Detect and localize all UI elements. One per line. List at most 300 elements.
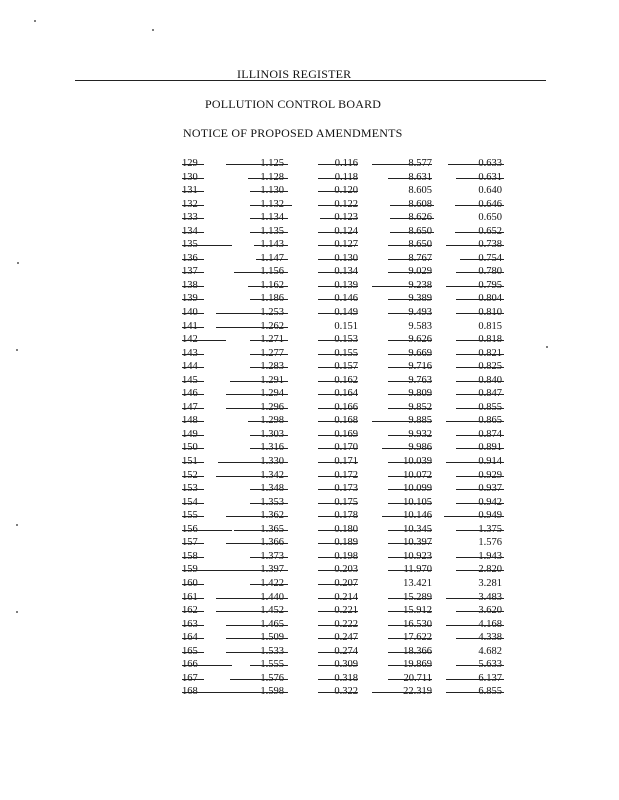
table-cell: 9.986 (408, 442, 432, 454)
strikethrough-line (456, 367, 504, 368)
table-cell: 162 (182, 605, 198, 617)
table-cell: 0.172 (334, 469, 358, 481)
strikethrough-line (456, 354, 504, 355)
strikethrough-line (250, 435, 288, 436)
table-cell: 168 (182, 686, 198, 698)
table-cell: 161 (182, 591, 198, 603)
table-cell: 3.483 (478, 591, 502, 603)
strikethrough-line (456, 530, 504, 531)
strikethrough-line (182, 503, 204, 504)
table-cell: 160 (182, 577, 198, 589)
table-cell: 137 (182, 266, 198, 278)
table-row (0, 428, 619, 442)
strikethrough-line (446, 245, 504, 246)
table-cell: 0.322 (334, 686, 358, 698)
table-cell: 0.139 (334, 279, 358, 291)
table-cell: 19.869 (403, 659, 432, 671)
table-cell: 0.631 (478, 171, 502, 183)
table-cell: 131 (182, 185, 198, 197)
strikethrough-line (388, 408, 432, 409)
strikethrough-line (318, 259, 358, 260)
strikethrough-line (318, 272, 358, 273)
table-cell: 0.891 (478, 442, 502, 454)
strikethrough-line (390, 218, 434, 219)
table-cell: 1.125 (260, 158, 284, 169)
table-cell: 9.583 (408, 320, 432, 332)
strikethrough-line (388, 381, 432, 382)
table-cell: 4.682 (478, 645, 502, 657)
table-cell: 0.929 (478, 469, 502, 481)
strikethrough-line (456, 313, 504, 314)
table-cell: 1.452 (260, 605, 284, 617)
strikethrough-line (248, 178, 288, 179)
table-cell: 1.365 (260, 523, 284, 535)
strikethrough-line (318, 340, 358, 341)
strikethrough-line (372, 692, 432, 693)
table-cell: 0.640 (478, 185, 502, 197)
table-cell: 1.366 (260, 537, 284, 549)
table-cell: 0.221 (334, 605, 358, 617)
table-cell: 5.633 (478, 659, 502, 671)
table-cell: 0.149 (334, 307, 358, 319)
table-row (0, 591, 619, 605)
table-cell: 0.214 (334, 591, 358, 603)
strikethrough-line (250, 503, 288, 504)
strikethrough-line (455, 205, 504, 206)
table-cell: 6.137 (478, 672, 502, 684)
strikethrough-line (226, 408, 288, 409)
strikethrough-line (230, 381, 288, 382)
table-cell: 0.118 (334, 171, 358, 183)
table-cell: 132 (182, 198, 198, 210)
strikethrough-line (388, 394, 432, 395)
strikethrough-line (446, 286, 504, 287)
table-row (0, 496, 619, 510)
strikethrough-line (182, 259, 204, 260)
table-cell: 1.373 (260, 550, 284, 562)
table-cell: 11.970 (403, 564, 432, 576)
strikethrough-line (216, 598, 288, 599)
strikethrough-line (446, 692, 504, 693)
table-cell: 140 (182, 307, 198, 319)
strikethrough-line (182, 394, 204, 395)
table-cell: 165 (182, 645, 198, 657)
strikethrough-line (318, 299, 358, 300)
table-cell: 10.397 (403, 537, 432, 549)
table-cell: 148 (182, 415, 198, 427)
table-cell: 1.342 (260, 469, 284, 481)
table-row (0, 658, 619, 672)
table-cell: 9.763 (408, 374, 432, 386)
table-cell: 0.173 (334, 483, 358, 495)
strikethrough-line (448, 164, 504, 165)
strikethrough-line (318, 665, 358, 666)
strikethrough-line (202, 692, 288, 693)
strikethrough-line (456, 557, 504, 558)
table-cell: 141 (182, 320, 198, 332)
table-cell: 10.345 (403, 523, 432, 535)
strikethrough-line (456, 299, 504, 300)
scan-speck (546, 346, 548, 348)
table-cell: 0.127 (334, 239, 358, 251)
table-cell: 1.147 (260, 252, 284, 264)
strikethrough-line (318, 611, 358, 612)
table-cell: 0.780 (478, 266, 502, 278)
table-cell: 1.303 (260, 428, 284, 440)
strikethrough-line (250, 367, 288, 368)
strikethrough-line (182, 598, 204, 599)
table-cell: 153 (182, 483, 198, 495)
strikethrough-line (182, 476, 204, 477)
table-cell: 2.820 (478, 564, 502, 576)
table-row (0, 360, 619, 374)
strikethrough-line (182, 178, 204, 179)
strikethrough-line (318, 164, 358, 165)
strikethrough-line (182, 625, 204, 626)
strikethrough-line (388, 652, 432, 653)
table-cell: 1.186 (260, 293, 284, 305)
table-cell: 0.818 (478, 334, 502, 346)
table-cell: 9.716 (408, 361, 432, 373)
table-cell: 0.309 (334, 659, 358, 671)
table-cell: 1.348 (260, 483, 284, 495)
table-row (0, 157, 619, 171)
table-row (0, 563, 619, 577)
strikethrough-line (318, 462, 358, 463)
table-row (0, 265, 619, 279)
table-cell: 20.711 (403, 672, 432, 684)
table-cell: 1.271 (260, 334, 284, 346)
table-cell: 0.157 (334, 361, 358, 373)
strikethrough-line (226, 625, 288, 626)
strikethrough-line (250, 354, 288, 355)
table-cell: 10.146 (403, 510, 432, 522)
strikethrough-line (456, 381, 504, 382)
table-cell: 1.598 (260, 686, 284, 698)
strikethrough-line (388, 367, 432, 368)
table-cell: 166 (182, 659, 198, 671)
strikethrough-line (216, 476, 288, 477)
table-cell: 10.072 (403, 469, 432, 481)
table-cell: 3.620 (478, 605, 502, 617)
table-cell: 163 (182, 618, 198, 630)
table-row (0, 414, 619, 428)
table-cell: 8.631 (408, 171, 432, 183)
table-cell: 1.362 (260, 510, 284, 522)
strikethrough-line (388, 299, 432, 300)
table-cell: 0.162 (334, 374, 358, 386)
table-cell: 10.105 (403, 496, 432, 508)
table-cell: 0.821 (478, 347, 502, 359)
strikethrough-line (456, 489, 504, 490)
strikethrough-line (372, 286, 432, 287)
strikethrough-line (226, 164, 288, 165)
strikethrough-line (182, 679, 204, 680)
strikethrough-line (234, 272, 288, 273)
scan-speck (152, 29, 154, 31)
table-cell: 0.146 (334, 293, 358, 305)
strikethrough-line (254, 245, 288, 246)
table-cell: 142 (182, 334, 198, 346)
table-cell: 1.143 (260, 239, 284, 251)
strikethrough-line (226, 638, 288, 639)
table-cell: 0.168 (334, 415, 358, 427)
table-cell: 0.840 (478, 374, 502, 386)
strikethrough-line (446, 625, 504, 626)
table-cell: 1.298 (260, 415, 284, 427)
strikethrough-line (226, 516, 288, 517)
strikethrough-line (456, 178, 504, 179)
table-cell: 149 (182, 428, 198, 440)
table-row (0, 279, 619, 293)
table-cell: 0.942 (478, 496, 502, 508)
strikethrough-line (182, 448, 204, 449)
strikethrough-line (318, 394, 358, 395)
strikethrough-line (256, 259, 288, 260)
table-cell: 0.175 (334, 496, 358, 508)
table-cell: 0.914 (478, 456, 502, 468)
strikethrough-line (250, 557, 288, 558)
strikethrough-line (388, 313, 432, 314)
table-cell: 1.262 (260, 320, 284, 332)
table-cell: 15.289 (403, 591, 432, 603)
table-cell: 17.622 (403, 632, 432, 644)
table-cell: 8.605 (408, 185, 432, 197)
strikethrough-line (182, 340, 226, 341)
scan-speck (34, 20, 36, 22)
scan-speck (17, 262, 19, 264)
strikethrough-line (250, 448, 288, 449)
table-cell: 1.576 (260, 672, 284, 684)
table-row (0, 333, 619, 347)
table-cell: 158 (182, 550, 198, 562)
strikethrough-line (182, 638, 204, 639)
strikethrough-line (182, 313, 204, 314)
table-cell: 147 (182, 401, 198, 413)
table-cell: 9.626 (408, 334, 432, 346)
strikethrough-line (250, 205, 292, 206)
table-cell: 10.923 (403, 550, 432, 562)
table-cell: 4.338 (478, 632, 502, 644)
strikethrough-line (446, 462, 504, 463)
strikethrough-line (318, 286, 358, 287)
table-row (0, 482, 619, 496)
table-cell: 0.633 (478, 158, 502, 169)
table-row (0, 645, 619, 659)
strikethrough-line (250, 191, 288, 192)
table-cell: 1.128 (260, 171, 284, 183)
table-cell: 0.180 (334, 523, 358, 535)
table-cell: 1.132 (260, 198, 284, 210)
table-cell: 9.493 (408, 307, 432, 319)
scan-speck (16, 611, 18, 613)
table-cell: 1.291 (260, 374, 284, 386)
table-cell: 0.153 (334, 334, 358, 346)
strikethrough-line (182, 354, 204, 355)
table-cell: 16.530 (403, 618, 432, 630)
strikethrough-line (455, 232, 504, 233)
table-cell: 1.330 (260, 456, 284, 468)
strikethrough-line (250, 232, 288, 233)
table-cell: 0.166 (334, 401, 358, 413)
strikethrough-line (388, 340, 432, 341)
table-row (0, 347, 619, 361)
table-cell: 0.198 (334, 550, 358, 562)
table-cell: 152 (182, 469, 198, 481)
strikethrough-line (182, 530, 232, 531)
table-cell: 0.937 (478, 483, 502, 495)
register-title: ILLINOIS REGISTER (237, 67, 352, 81)
strikethrough-line (456, 272, 504, 273)
table-cell: 0.130 (334, 252, 358, 264)
table-cell: 1.465 (260, 618, 284, 630)
strikethrough-line (446, 598, 504, 599)
table-cell: 0.122 (334, 198, 358, 210)
table-row (0, 469, 619, 483)
table-cell: 154 (182, 496, 198, 508)
table-cell: 0.155 (334, 347, 358, 359)
strikethrough-line (372, 421, 432, 422)
table-cell: 1.296 (260, 401, 284, 413)
strikethrough-line (182, 164, 204, 165)
strikethrough-line (182, 584, 204, 585)
table-cell: 0.754 (478, 252, 502, 264)
table-cell: 0.116 (334, 158, 358, 169)
strikethrough-line (318, 313, 358, 314)
table-cell: 8.767 (408, 252, 432, 264)
table-row (0, 550, 619, 564)
strikethrough-line (182, 462, 204, 463)
strikethrough-line (318, 570, 358, 571)
table-row (0, 441, 619, 455)
table-row (0, 171, 619, 185)
strikethrough-line (318, 205, 358, 206)
table-row (0, 306, 619, 320)
strikethrough-line (388, 435, 432, 436)
strikethrough-line (318, 584, 358, 585)
strikethrough-line (250, 489, 288, 490)
strikethrough-line (318, 435, 358, 436)
strikethrough-line (250, 340, 288, 341)
strikethrough-line (388, 625, 432, 626)
table-row (0, 685, 619, 699)
table-cell: 146 (182, 388, 198, 400)
table-cell: 0.795 (478, 279, 502, 291)
table-cell: 9.669 (408, 347, 432, 359)
strikethrough-line (372, 164, 432, 165)
notice-title: NOTICE OF PROPOSED AMENDMENTS (183, 126, 403, 140)
strikethrough-line (456, 665, 504, 666)
table-cell: 1.162 (260, 279, 284, 291)
table-cell: 0.652 (478, 225, 502, 237)
table-cell: 9.852 (408, 401, 432, 413)
table-cell: 0.646 (478, 198, 502, 210)
table-cell: 167 (182, 672, 198, 684)
strikethrough-line (456, 435, 504, 436)
strikethrough-line (254, 570, 288, 571)
table-cell: 150 (182, 442, 198, 454)
strikethrough-line (182, 367, 204, 368)
strikethrough-line (444, 516, 504, 517)
table-row (0, 292, 619, 306)
table-cell: 18.366 (403, 645, 432, 657)
strikethrough-line (250, 665, 288, 666)
table-cell: 129 (182, 158, 198, 169)
strikethrough-line (226, 543, 288, 544)
table-cell: 1.375 (478, 523, 502, 535)
strikethrough-line (388, 462, 432, 463)
table-cell: 138 (182, 279, 198, 291)
strikethrough-line (216, 313, 288, 314)
table-row (0, 225, 619, 239)
table-cell: 0.874 (478, 428, 502, 440)
strikethrough-line (250, 299, 288, 300)
strikethrough-line (388, 530, 432, 531)
table-cell: 1.533 (260, 645, 284, 657)
table-row (0, 509, 619, 523)
table-cell: 0.247 (334, 632, 358, 644)
table-cell: 1.253 (260, 307, 284, 319)
strikethrough-line (318, 625, 358, 626)
table-cell: 0.855 (478, 401, 502, 413)
table-cell: 9.885 (408, 415, 432, 427)
strikethrough-line (182, 232, 204, 233)
strikethrough-line (226, 652, 288, 653)
strikethrough-line (248, 421, 288, 422)
strikethrough-line (318, 191, 358, 192)
table-cell: 155 (182, 510, 198, 522)
table-row (0, 455, 619, 469)
table-cell: 6.855 (478, 686, 502, 698)
strikethrough-line (182, 557, 204, 558)
table-cell: 0.222 (334, 618, 358, 630)
table-cell: 1.576 (478, 537, 502, 549)
table-cell: 134 (182, 225, 198, 237)
strikethrough-line (388, 259, 432, 260)
strikethrough-line (318, 530, 358, 531)
strikethrough-line (318, 516, 358, 517)
table-row (0, 401, 619, 415)
strikethrough-line (182, 286, 204, 287)
table-row (0, 523, 619, 537)
table-cell: 0.189 (334, 537, 358, 549)
table-cell: 13.421 (403, 577, 432, 589)
table-cell: 157 (182, 537, 198, 549)
strikethrough-line (216, 611, 288, 612)
table-cell: 0.738 (478, 239, 502, 251)
strikethrough-line (318, 557, 358, 558)
table-cell: 1.353 (260, 496, 284, 508)
table-row (0, 198, 619, 212)
strikethrough-line (182, 489, 204, 490)
table-cell: 156 (182, 523, 198, 535)
strikethrough-line (250, 584, 288, 585)
table-row (0, 211, 619, 225)
table-cell: 151 (182, 456, 198, 468)
strikethrough-line (388, 543, 432, 544)
strikethrough-line (318, 489, 358, 490)
strikethrough-line (318, 448, 358, 449)
strikethrough-line (388, 354, 432, 355)
strikethrough-line (318, 367, 358, 368)
strikethrough-line (182, 692, 204, 693)
table-cell: 1.134 (260, 212, 284, 224)
table-cell: 0.318 (334, 672, 358, 684)
table-cell: 10.099 (403, 483, 432, 495)
strikethrough-line (390, 205, 434, 206)
strikethrough-line (318, 408, 358, 409)
strikethrough-line (318, 638, 358, 639)
